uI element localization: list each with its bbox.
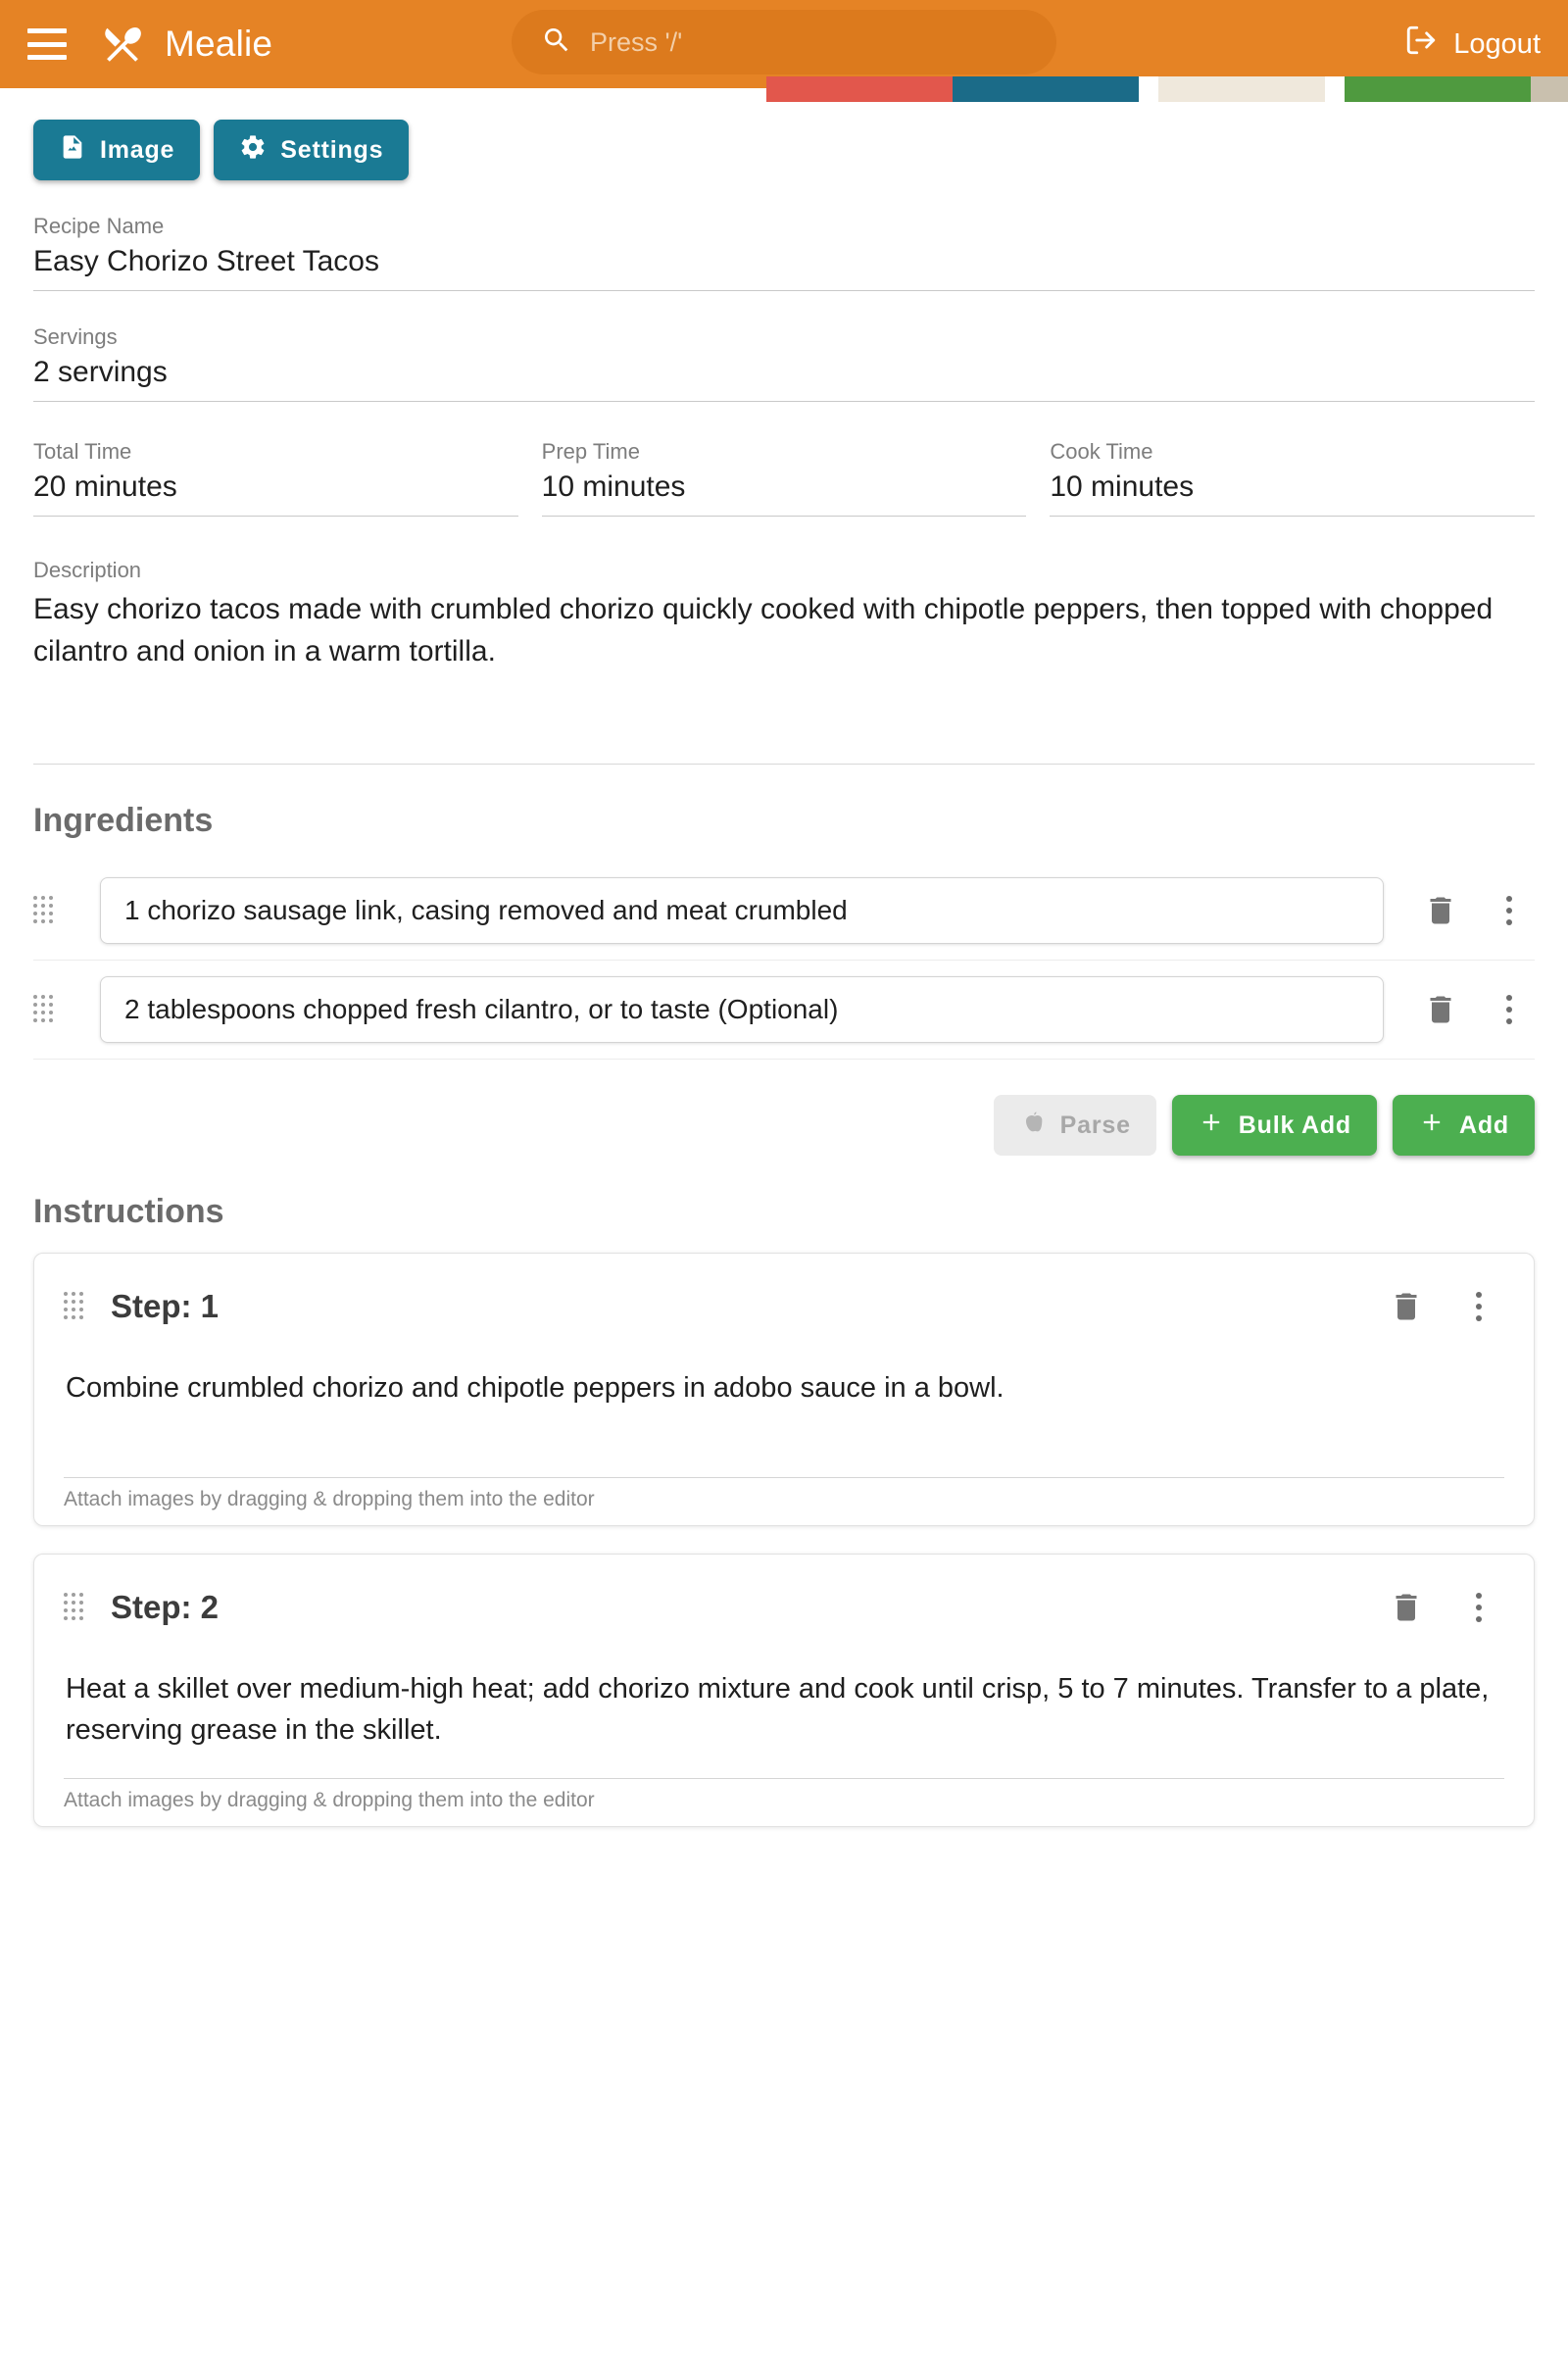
app-header [0,0,1568,88]
drag-handle-icon[interactable] [33,896,59,925]
kebab-menu-icon[interactable] [1453,1279,1504,1334]
cook-time-input[interactable]: 10 minutes [1050,470,1535,517]
instructions-heading: Instructions [33,1193,224,1230]
instruction-step-header [64,1580,1504,1635]
logout-button[interactable] [1404,24,1541,65]
description-input[interactable]: Easy chorizo tacos made with crumbled chorizo quickly cooked with chipotle peppers, then topped with chopped cilantro and onion in a warm tortilla. [33,593,1494,667]
cook-time-label: Cook Time [1050,439,1153,464]
total-time-field[interactable] [33,439,518,517]
instruction-step-title: Step: 2 [111,1589,220,1625]
description-field[interactable] [33,558,1535,765]
instruction-step-text[interactable]: Heat a skillet over medium-high heat; add chorizo mixture and cook until crisp, 5 to 7 minutes. Transfer to a plate, reserving grease in the skillet. [66,1673,1490,1747]
parse-button[interactable] [994,1095,1156,1156]
trash-icon[interactable] [1381,1281,1432,1332]
add-ingredient-button-label: Add [1459,1111,1509,1139]
description-divider [33,764,1535,765]
instruction-step-card [33,1253,1535,1526]
food-apple-icon [1019,1109,1047,1143]
search-input[interactable] [588,26,1027,59]
recipe-editor [0,88,1568,1827]
bulk-add-button-label: Bulk Add [1238,1111,1351,1139]
drag-handle-icon[interactable] [64,1292,89,1321]
settings-button-label: Settings [280,135,384,164]
ingredient-input-wrapper[interactable] [100,976,1384,1043]
servings-input[interactable]: 2 servings [33,356,1535,402]
times-row [33,439,1535,517]
prep-time-input[interactable]: 10 minutes [542,470,1027,517]
ingredient-actions [33,1095,1535,1156]
ingredient-input[interactable] [122,894,1361,927]
parse-button-label: Parse [1059,1111,1131,1139]
instruction-step-title: Step: 1 [111,1288,220,1324]
image-button[interactable] [33,120,200,180]
kebab-menu-icon[interactable] [1484,982,1535,1037]
instruction-step-card [33,1554,1535,1827]
plus-icon [1198,1109,1225,1143]
recipe-name-label: Recipe Name [33,214,165,238]
logout-icon [1404,24,1438,65]
add-ingredient-button[interactable] [1393,1095,1535,1156]
fork-knife-icon [100,22,145,67]
ingredient-input[interactable] [122,993,1361,1026]
ingredient-row [33,862,1535,961]
trash-icon[interactable] [1415,984,1466,1035]
attach-images-hint: Attach images by dragging & dropping them into the editor [64,1778,1504,1812]
settings-button[interactable] [214,120,409,180]
recipe-name-input[interactable]: Easy Chorizo Street Tacos [33,245,1535,291]
brand[interactable] [100,22,272,67]
ingredient-input-wrapper[interactable] [100,877,1384,944]
plus-icon [1418,1109,1446,1143]
kebab-menu-icon[interactable] [1453,1580,1504,1635]
prep-time-label: Prep Time [541,439,640,464]
search-box[interactable] [512,10,1056,74]
ingredients-heading: Ingredients [33,802,214,839]
image-file-icon [59,133,86,168]
servings-label: Servings [33,324,118,349]
image-button-label: Image [100,135,175,164]
description-label: Description [33,558,142,582]
bulk-add-button[interactable] [1172,1095,1377,1156]
hamburger-menu-icon[interactable] [27,28,67,60]
servings-field[interactable] [33,324,1535,402]
logout-label: Logout [1453,27,1541,60]
cook-time-field[interactable] [1050,439,1535,517]
recipe-name-field[interactable] [33,214,1535,291]
editor-toolbar [33,88,1535,180]
kebab-menu-icon[interactable] [1484,883,1535,938]
trash-icon[interactable] [1415,885,1466,936]
trash-icon[interactable] [1381,1582,1432,1633]
drag-handle-icon[interactable] [33,995,59,1024]
instruction-step-text[interactable]: Combine crumbled chorizo and chipotle peppers in adobo sauce in a bowl. [66,1372,1004,1404]
attach-images-hint: Attach images by dragging & dropping them into the editor [64,1477,1504,1511]
search-container [512,10,1056,74]
drag-handle-icon[interactable] [64,1593,89,1622]
total-time-input[interactable]: 20 minutes [33,470,518,517]
brand-name: Mealie [165,24,273,64]
prep-time-field[interactable] [542,439,1027,517]
gear-icon [239,133,267,168]
ingredient-row [33,961,1535,1060]
total-time-label: Total Time [33,439,132,464]
search-icon [541,25,572,61]
instruction-step-header [64,1279,1504,1334]
